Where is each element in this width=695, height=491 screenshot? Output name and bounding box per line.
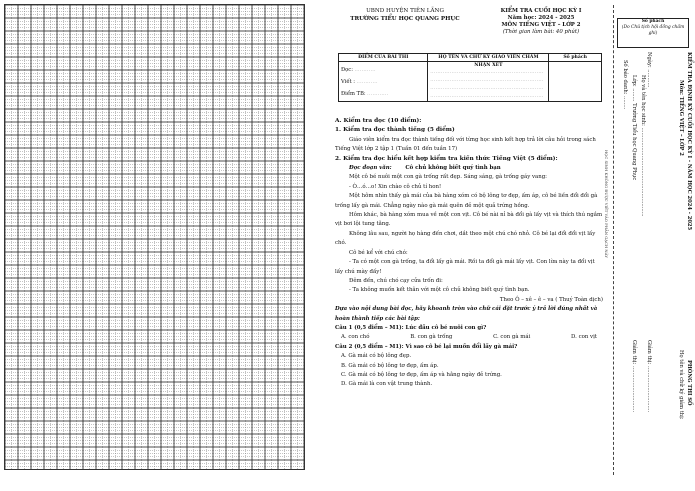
- exam-header: [482, 8, 600, 36]
- part-1-heading: 1. Kiểm tra đọc thành tiếng (5 điểm): [335, 127, 455, 134]
- option-c[interactable]: C. con gà mái: [493, 334, 531, 341]
- reading-title: Cô chủ không biết quý tình bạn: [405, 165, 501, 172]
- option-d[interactable]: D. Gà mái là con vật trung thành.: [341, 381, 433, 388]
- part-2-heading: 2. Kiểm tra đọc hiểu kết hợp kiểm tra kiến thức Tiếng Việt (5 điểm):: [335, 155, 558, 162]
- question-2: Câu 2 (0,5 điểm – M1): Vì sao cô bé lại muốn đổi lấy gà mái?: [335, 343, 518, 350]
- exam-body: [335, 117, 603, 390]
- exam-title: KIỂM TRA CUỐI HỌC KỲ I: [500, 8, 582, 14]
- option-d[interactable]: D. con vịt: [571, 334, 597, 341]
- margin-date[interactable]: Ngày: ...........: [646, 52, 652, 88]
- margin-invigilator-2[interactable]: Giám thị: ............................: [631, 340, 637, 413]
- margin-candidate-number[interactable]: Số báo danh: ........: [622, 60, 628, 110]
- dots: ............: [354, 66, 376, 72]
- paragraph: Một cô bé nuôi một con gà trống rất đẹp. Sáng sáng, gà trống gáy vang:: [349, 174, 547, 181]
- reading-title-line: [335, 164, 603, 173]
- handwriting-grid: [4, 4, 305, 470]
- col-grader: HỌ TÊN VÀ CHỮ KÝ GIÁO VIÊN CHẤM: [428, 54, 549, 62]
- option-b[interactable]: B. con gà trống: [410, 334, 453, 341]
- reading-label: Đọc đoạn văn:: [349, 165, 392, 172]
- dots: ............: [367, 90, 389, 96]
- paragraph: Hôm khác, bà hàng xóm mua về một con vịt. Cô bé nài nỉ bà đổi gà lấy vịt và thích thú ngắm vịt bơi lội tung tăng.: [335, 212, 603, 228]
- score-cell: [339, 62, 428, 102]
- paragraph: - Ò…ó…o! Xin chào cô chủ tí hon!: [349, 183, 442, 190]
- serial-cell: [549, 62, 602, 102]
- grid-lines: [5, 5, 304, 469]
- option-c[interactable]: C. Gà mái có bộ lông tơ đẹp, ấm áp và hằng ngày đẻ trứng.: [341, 371, 502, 378]
- margin-exam-title: KIỂM TRA ĐỊNH KỲ CUỐI HỌC KỲ I - NĂM HỌC 2024 - 2025: [686, 52, 692, 231]
- option-b[interactable]: B. Gà mái có bộ lông tơ đẹp, ấm áp.: [341, 362, 439, 369]
- paragraph: Một hôm nhìn thấy gà mái của bà hàng xóm có bộ lông tơ đẹp, ấm áp, cô bé liền đổi đổi gà trống lấy gà mái. Chẳng ngày nào gà mái quên đẻ một quả trứng hồng.: [335, 193, 598, 209]
- row-total: Điểm TB:: [341, 90, 366, 97]
- margin-invigilator: Họ tên và chữ ký giám thị:: [678, 350, 684, 420]
- serial-box-note: (Do Chủ tịch hội đồng chấm ghi): [621, 25, 685, 36]
- school-name: TRƯỜNG TIỂU HỌC QUANG PHỤC: [350, 15, 460, 22]
- question-1: Câu 1 (0,5 điểm – M1): Lúc đầu cô bé nuôi con gì?: [335, 324, 487, 331]
- grader-dots: ................................................................ ................................................................ ................................................................ ................................................................: [430, 69, 544, 98]
- part-a-heading: A. Kiểm tra đọc (10 điểm):: [335, 118, 422, 124]
- part-1-text: Giáo viên kiểm tra đọc thành tiếng đối với từng học sinh kết hợp trả lời câu hỏi trong sách Tiếng Việt lớp 2 tập 1 (Tuần 01 đến tuần 17): [335, 136, 596, 153]
- grader-cell: [428, 62, 549, 102]
- score-table: [338, 53, 602, 102]
- paragraph: Không lâu sau, người họ hàng đến chơi, dắt theo một chú chó nhỏ. Cô bé lại đổi đổi vịt lấy chó.: [335, 230, 596, 247]
- paragraph: - Ta có một con gà trống, ta đổi lấy gà mái. Rồi ta đổi gà mái lấy vịt. Con lừa này ta đổi vịt lấy chú mày đấy!: [335, 259, 595, 275]
- paragraph: Cô bé kể với chú chó:: [349, 249, 408, 256]
- instruction: Dựa vào nội dung bài đọc, hãy khoanh tròn vào chữ cái đặt trước ý trả lời đúng nhất và hoàn thành tiếp các bài tập:: [335, 306, 598, 322]
- cut-line-divider: [613, 5, 615, 475]
- exam-time: (Thời gian làm bài: 40 phút): [502, 29, 580, 35]
- margin-invigilator-1[interactable]: Giám thị: ............................: [646, 340, 652, 413]
- org-name: UBND HUYỆN TIÊN LÃNG: [366, 8, 444, 14]
- margin-room: PHÒNG THI SỐ: [686, 360, 692, 406]
- paragraph: Đêm đến, chú chó cạy cửa trốn đi:: [349, 277, 443, 284]
- grader-heading: NHẬN XÉT: [474, 63, 503, 68]
- row-write: Viết :: [341, 78, 355, 85]
- serial-box: [617, 18, 689, 48]
- col-serial: Số phách: [549, 54, 602, 62]
- school-header: [330, 8, 480, 23]
- row-read: Đọc:: [341, 66, 353, 73]
- col-score: ĐIỂM CỦA BÀI THI: [339, 54, 428, 62]
- margin-subject: Môn: TIẾNG VIỆT – LỚP 2: [678, 80, 684, 156]
- score-rows: [341, 64, 425, 100]
- margin-class-school[interactable]: Lớp: ........ Trường Tiểu học Quang Phục: [631, 75, 637, 181]
- cut-line-text: HỌC SINH KHÔNG ĐƯỢC VIẾT VÀO PHẦN GẠCH NÀY: [604, 150, 609, 258]
- dots: ............: [356, 78, 378, 84]
- serial-box-title: Số phách: [641, 19, 665, 24]
- option-a[interactable]: A. con chó: [341, 334, 370, 341]
- subject: MÔN TIẾNG VIỆT – LỚP 2: [501, 22, 581, 28]
- source: Theo Ô – xê – ê – va ( Thuý Toàn dịch): [499, 296, 603, 303]
- option-a[interactable]: A. Gà mái có bộ lông đẹp.: [341, 353, 412, 360]
- paragraph: - Ta không muốn kết thân với một cô chủ không biết quý tình bạn.: [349, 287, 530, 294]
- question-1-options: [335, 333, 603, 342]
- margin-student-name[interactable]: Họ và tên học sinh: ......................................................: [640, 75, 646, 217]
- school-year: Năm học: 2024 - 2025: [507, 15, 575, 21]
